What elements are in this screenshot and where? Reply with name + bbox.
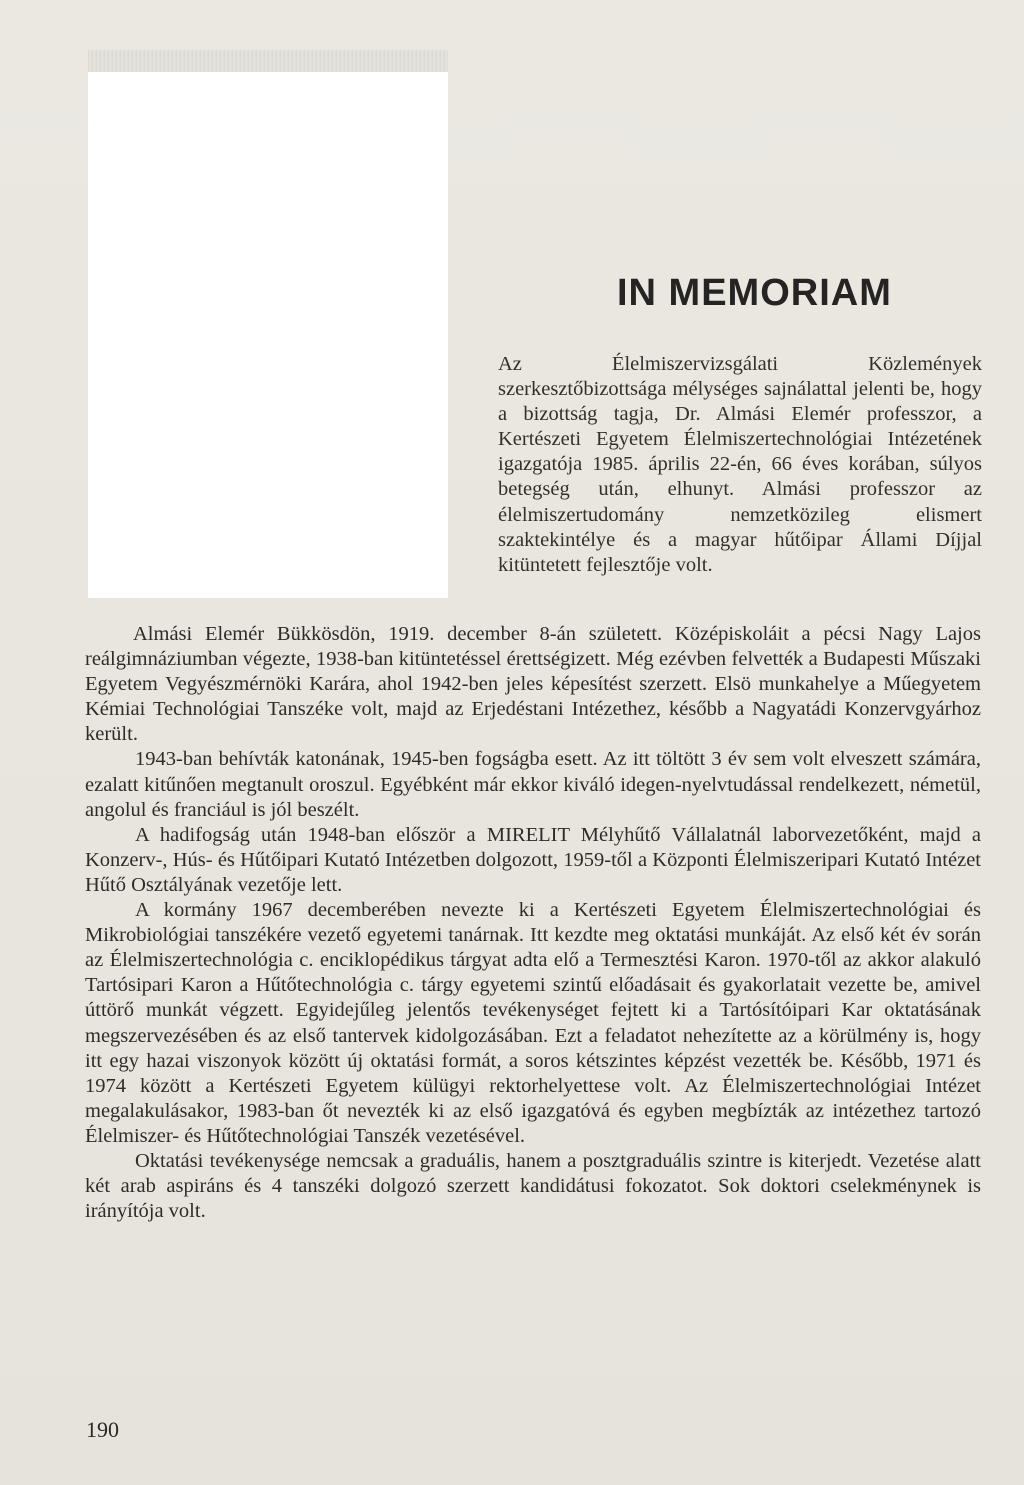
- photo-top-edge: [88, 50, 448, 72]
- body-paragraph: Almási Elemér Bükkösdön, 1919. december 8-án született. Középiskoláit a pécsi Nagy Lajos reálgimnáziumban végezte, 1938-ban kitüntetéssel érettségizett. Még ezévben felvették a Budapesti Műszaki Egyetem Vegyészmérnöki Karára, ahol 1942-ben jeles képesítést szerzett. Elsö munkahelye a Műegyetem Kémiai Technológiai Tanszéke volt, majd az Erjedéstani Intézethez, később a Nagyatádi Konzervgyárhoz került.: [85, 623, 981, 746]
- body-paragraph: Oktatási tevékenysége nemcsak a graduális, hanem a posztgraduális szintre is kiterjedt. Vezetése alatt két arab aspiráns és 4 tanszéki dolgozó szerzett kandidátusi fokozatot. Sok doktori cselekménynek is irányítója volt.: [85, 1149, 981, 1223]
- page-title: IN MEMORIAM: [617, 272, 892, 314]
- intro-paragraph: Az Élelmiszervizsgálati Közlemények szerkesztőbizottsága mélységes sajnálattal jelenti be, hogy a bizottság tagja, Dr. Almási Elemér professzor, a Kertészeti Egyetem Élelmiszertechnológiai Intézetének igazgatója 1985. április 22-én, 66 éves korában, súlyos betegség után, elhunyt. Almási professzor az élelmiszertudomány nemzetközileg elismert szaktekintélye és a magyar hűtőipar Állami Díjjal kitüntetett fejlesztője volt.: [498, 353, 982, 576]
- body-paragraph: 1943-ban behívták katonának, 1945-ben fogságba esett. Az itt töltött 3 év sem volt elveszett számára, ezalatt kitűnően megtanult oroszul. Egyébként már ekkor kiváló idegen-nyelvtudással rendelkezett, németül, angolul és franciául is jól beszélt.: [85, 748, 981, 821]
- body-paragraph: A kormány 1967 decemberében nevezte ki a Kertészeti Egyetem Élelmiszertechnológiai és Mikrobiológiai tanszékére vezető egyetemi tanárnak. Itt kezdte meg oktatási munkáját. Az első két év során az Élelmiszertechnológia c. enciklopédikus tárgyat adta elő a Termesztési Karon. 1970-től az akkor alakuló Tartósipari Karon a Hűtőtechnológia c. tárgy egyetemi szintű előadásait és gyakorlatait vezette be, amivel úttörő munkát végzett. Egyidejűleg jelentős tevékenységet fejtett ki a Tartósítóipari Kar oktatásának megszervezésében és az első tantervek kidolgozásában. Ezt a feladatot nehezítette az a körülmény is, hogy itt egy hazai viszonyok között új oktatási formát, a soros kétszintes képzést vezették be. Később, 1971 és 1974 között a Kertészeti Egyetem külügyi rektorhelyettese volt. Az Élelmiszertechnológiai Intézet megalakulásakor, 1983-ban őt nevezték ki az első igazgatóvá és egyben megbízták az intézethez tartozó Élelmiszer- és Hűtőtechnológiai Tanszék vezetésével.: [85, 899, 981, 1147]
- portrait-photo-placeholder: [88, 50, 448, 598]
- article-body: [85, 622, 981, 1224]
- page-number: 190: [86, 1417, 119, 1442]
- body-paragraph: A hadifogság után 1948-ban először a MIRELIT Mélyhűtő Vállalatnál laborvezetőként, majd a Konzerv-, Hús- és Hűtőipari Kutató Intézetben dolgozott, 1959-től a Központi Élelmiszeripari Kutató Intézet Hűtő Osztályának vezetője lett.: [85, 823, 981, 896]
